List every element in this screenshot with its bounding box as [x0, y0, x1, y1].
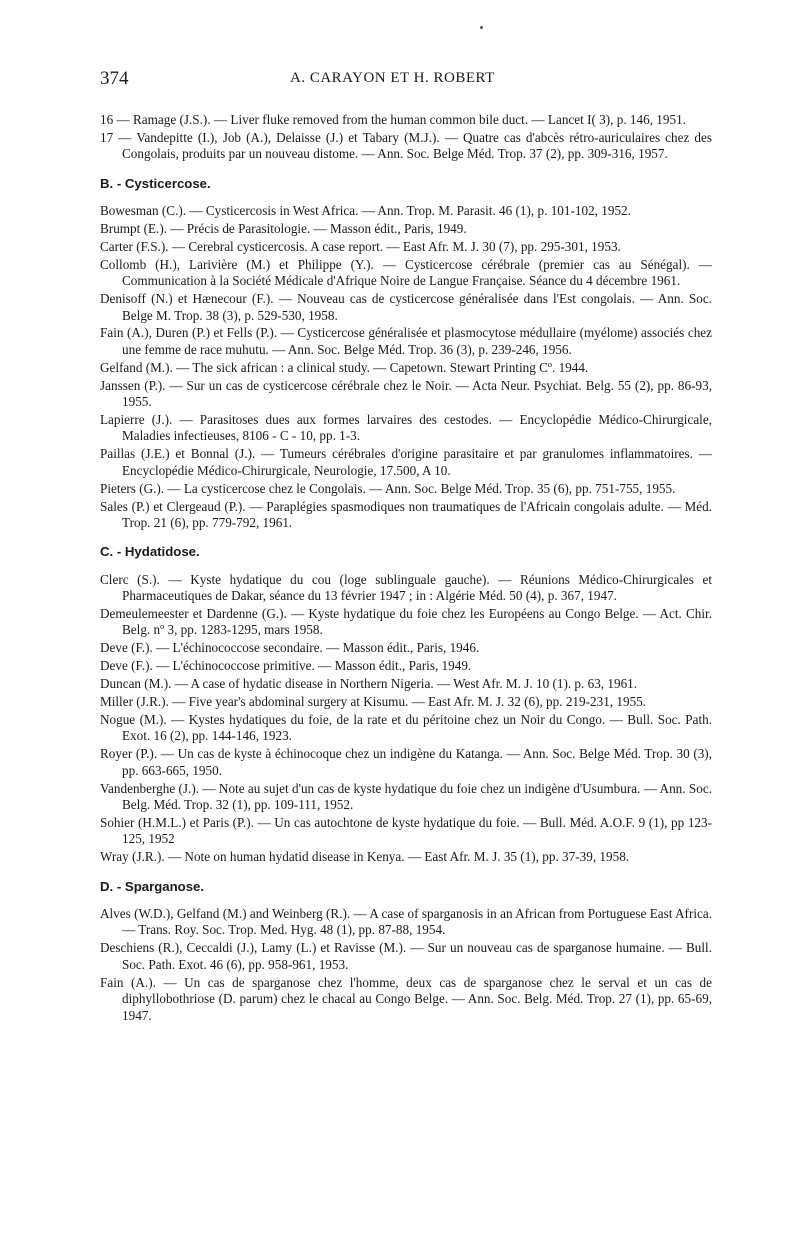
reference-entry: Gelfand (M.). — The sick african : a clinical study. — Capetown. Stewart Printing Cº. 1944. — [100, 359, 589, 375]
reference-entry: Wray (J.R.). — Note on human hydatid disease in Kenya. — East Afr. M. J. 35 (1), pp. 37-39, 1958. — [100, 849, 630, 865]
reference-entry: Nogue (M.). — Kystes hydatiques du foie, de la rate et du péritoine chez un Noir du Congo. — Bull. Soc. Path. Exot. 16 (2), pp. 144-146, 1923. — [100, 712, 712, 744]
reference-entry: Bowesman (C.). — Cysticercosis in West Africa. — Ann. Trop. M. Parasit. 46 (1), p. 101-102, 1952. — [100, 203, 631, 219]
reference-entry: Paillas (J.E.) et Bonnal (J.). — Tumeurs cérébrales d'origine parasitaire et par granulomes inflammatoires. — Encyclopédie Médico-Chirurgicale, Neurologie, 17.500, A 10. — [100, 446, 712, 478]
reference-entry: Deve (F.). — L'échinococcose secondaire. — Masson édit., Paris, 1946. — [100, 640, 480, 656]
reference-entry: Miller (J.R.). — Five year's abdominal surgery at Kisumu. — East Afr. M. J. 32 (6), pp. 219-231, 1955. — [100, 694, 647, 710]
reference-entry: Deschiens (R.), Ceccaldi (J.), Lamy (L.) et Ravisse (M.). — Sur un nouveau cas de sparganose humaine. — Bull. Soc. Path. Exot. 46 (6), pp. 958-961, 1953. — [100, 940, 712, 972]
reference-entry: Fain (A.), Duren (P.) et Fells (P.). — Cysticercose généralisée et plasmocytose médullaire (myélome) associés chez une femme de race muhutu. — Ann. Soc. Belge Méd. Trop. 36 (3), p. 239-246, 1956. — [100, 325, 712, 357]
reference-entry-16: 16 — Ramage (J.S.). — Liver fluke removed from the human common bile duct. — Lancet I( 3), p. 146, 1951. — [100, 112, 686, 127]
running-title: A. CARAYON ET H. ROBERT — [290, 70, 495, 86]
reference-entry: Duncan (M.). — A case of hydatic disease in Northern Nigeria. — West Afr. M. J. 10 (1). p. 63, 1961. — [100, 676, 638, 692]
section-heading-hydatidose: C. - Hydatidose. — [100, 544, 200, 560]
reference-entry: Denisoff (N.) et Hænecour (F.). — Nouveau cas de cysticercose généralisée dans l'Est congolais. — Ann. Soc. Belge M. Trop. 38 (3), p. 529-530, 1958. — [100, 291, 712, 323]
reference-entry: Deve (F.). — L'échinococcose primitive. — Masson édit., Paris, 1949. — [100, 658, 472, 674]
reference-entry: Carter (F.S.). — Cerebral cysticercosis. A case report. — East Afr. M. J. 30 (7), pp. 295-301, 1953. — [100, 238, 621, 254]
section-heading-cysticercose: B. - Cysticercose. — [100, 175, 211, 191]
page-number: 374 — [100, 68, 129, 89]
reference-entry: Royer (P.). — Un cas de kyste à échinocoque chez un indigène du Katanga. — Ann. Soc. Belge Méd. Trop. 30 (3), pp. 663-665, 1950. — [100, 746, 712, 778]
bibliography — [100, 112, 712, 1025]
reference-entry: Lapierre (J.). — Parasitoses dues aux formes larvaires des cestodes. — Encyclopédie Médico-Chirurgicale, Maladies infectieuses, 8106 - C - 10, pp. 1-3. — [100, 412, 712, 444]
reference-entry: Sales (P.) et Clergeaud (P.). — Paraplégies spasmodiques non traumatiques de l'Africain congolais adulte. — Méd. Trop. 21 (6), pp. 779-792, 1961. — [100, 498, 712, 530]
reference-entry: Pieters (G.). — La cysticercose chez le Congolais. — Ann. Soc. Belge Méd. Trop. 35 (6), pp. 751-755, 1955. — [100, 480, 676, 496]
reference-entry: Clerc (S.). — Kyste hydatique du cou (loge sublinguale gauche). — Réunions Médico-Chirurgicales et Pharmaceutiques de Dakar, séance du 13 février 1947 ; in : Algérie Méd. 50 (4), p. 367, 1947. — [100, 571, 712, 604]
reference-entry: Sohier (H.M.L.) et Paris (P.). — Un cas autochtone de kyste hydatique du foie. — Bull. Méd. A.O.F. 9 (1), pp 123-125, 1952 — [100, 814, 712, 847]
section-heading-sparganose: D. - Sparganose. — [100, 878, 205, 894]
reference-entry: Fain (A.). — Un cas de sparganose chez l'homme, deux cas de sparganose chez le serval et un cas de diphyllobothriose (D. parum) chez le chacal au Congo Belge. — Ann. Soc. Belg. Méd. Trop. 27 (1), pp. 65-69, 1947. — [100, 974, 712, 1023]
print-dot — [480, 26, 483, 29]
page-header — [100, 68, 712, 90]
reference-entry: Vandenberghe (J.). — Note au sujet d'un cas de kyste hydatique du foie chez un indigène d'Usumbura. — Ann. Soc. Belg. Méd. Trop. 32 (1), pp. 109-111, 1952. — [100, 780, 712, 813]
reference-entry: Brumpt (E.). — Précis de Parasitologie. — Masson édit., Paris, 1949. — [100, 221, 467, 237]
reference-entry: Demeulemeester et Dardenne (G.). — Kyste hydatique du foie chez les Européens au Congo Belge. — Act. Chir. Belg. nº 3, pp. 1283-1295, mars 1958. — [100, 606, 712, 638]
reference-entry: Alves (W.D.), Gelfand (M.) and Weinberg (R.). — A case of sparganosis in an African from Portuguese East Africa. — Trans. Roy. Soc. Trop. Med. Hyg. 48 (1), pp. 87-88, 1954. — [100, 906, 712, 938]
reference-entry-17: 17 — Vandepitte (I.), Job (A.), Delaisse (J.) et Tabary (M.J.). — Quatre cas d'abcès rétro-auriculaires chez des Congolais, produits par un nouveau distome. — Ann. Soc. Belge Méd. Trop. 37 (2), pp. 309-316, 1957. — [100, 129, 713, 162]
reference-entry: Janssen (P.). — Sur un cas de cysticercose cérébrale chez le Noir. — Acta Neur. Psychiat. Belg. 55 (2), pp. 86-93, 1955. — [100, 377, 712, 410]
reference-entry: Collomb (H.), Larivière (M.) et Philippe (Y.). — Cysticercose cérébrale (premier cas au Sénégal). — Communication à la Société Médicale d'Afrique Noire de Langue Française. Séance du 4 décembre 1961. — [100, 256, 712, 289]
